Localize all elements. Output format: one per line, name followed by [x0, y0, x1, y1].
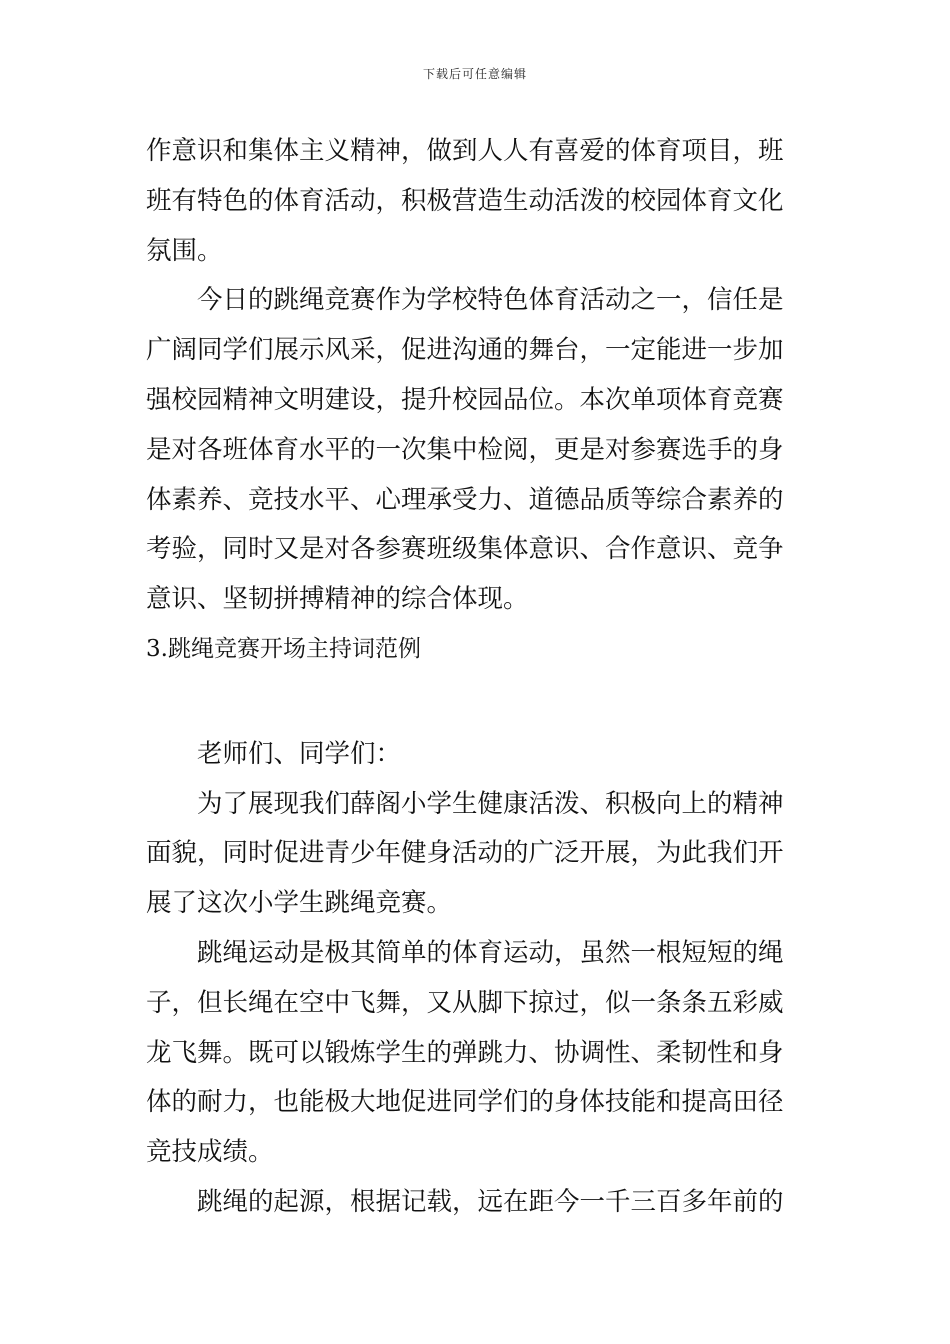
text-line: 体素养、竞技水平、心理承受力、道德品质等综合素养的	[146, 484, 784, 515]
text-line: 跳绳运动是极其简单的体育运动，虽然一根短短的绳	[197, 937, 784, 968]
page-header: 下载后可任意编辑	[422, 67, 527, 81]
paragraph	[146, 780, 810, 929]
paragraph	[146, 276, 810, 625]
text-line: 班有特色的体育活动，积极营造生动活泼的校园体育文化	[146, 185, 784, 216]
text-line: 为了展现我们薛阁小学生健康活泼、积极向上的精神	[197, 788, 784, 819]
text-line: 是对各班体育水平的一次集中检阅，更是对参赛选手的身	[146, 434, 784, 465]
section-heading: 3.跳绳竞赛开场主持词范例	[146, 635, 421, 662]
text-line: 意识、坚韧拼搏精神的综合体现。	[146, 584, 529, 615]
text-line: 老师们、同学们：	[197, 738, 402, 769]
paragraph	[146, 929, 810, 1178]
text-line: 考验，同时又是对各参赛班级集体意识、合作意识、竞争	[146, 534, 784, 565]
spacer	[146, 675, 810, 730]
text-line: 强校园精神文明建设，提升校园品位。本次单项体育竞赛	[146, 384, 784, 415]
text-line: 体的耐力，也能极大地促进同学们的身体技能和提高田径	[146, 1087, 784, 1118]
paragraph	[146, 1178, 810, 1228]
text-line: 面貌，同时促进青少年健身活动的广泛开展，为此我们开	[146, 838, 784, 869]
text-line: 作意识和集体主义精神，做到人人有喜爱的体育项目，班	[146, 136, 784, 166]
text-line: 跳绳的起源，根据记载，远在距今一千三百多年前的	[197, 1186, 784, 1217]
text-line: 展了这次小学生跳绳竞赛。	[146, 888, 453, 919]
text-line: 氛围。	[146, 235, 223, 266]
paragraph	[146, 127, 810, 276]
text-line: 龙飞舞。既可以锻炼学生的弹跳力、协调性、柔韧性和身	[146, 1037, 784, 1068]
document-body	[146, 127, 810, 1228]
paragraph	[146, 730, 810, 780]
text-line: 竞技成绩。	[146, 1137, 274, 1168]
text-line: 子，但长绳在空中飞舞，又从脚下掠过，似一条条五彩威	[146, 987, 784, 1018]
text-line: 广阔同学们展示风采，促进沟通的舞台，一定能进一步加	[146, 335, 784, 366]
text-line: 今日的跳绳竞赛作为学校特色体育活动之一，信任是	[197, 285, 784, 316]
